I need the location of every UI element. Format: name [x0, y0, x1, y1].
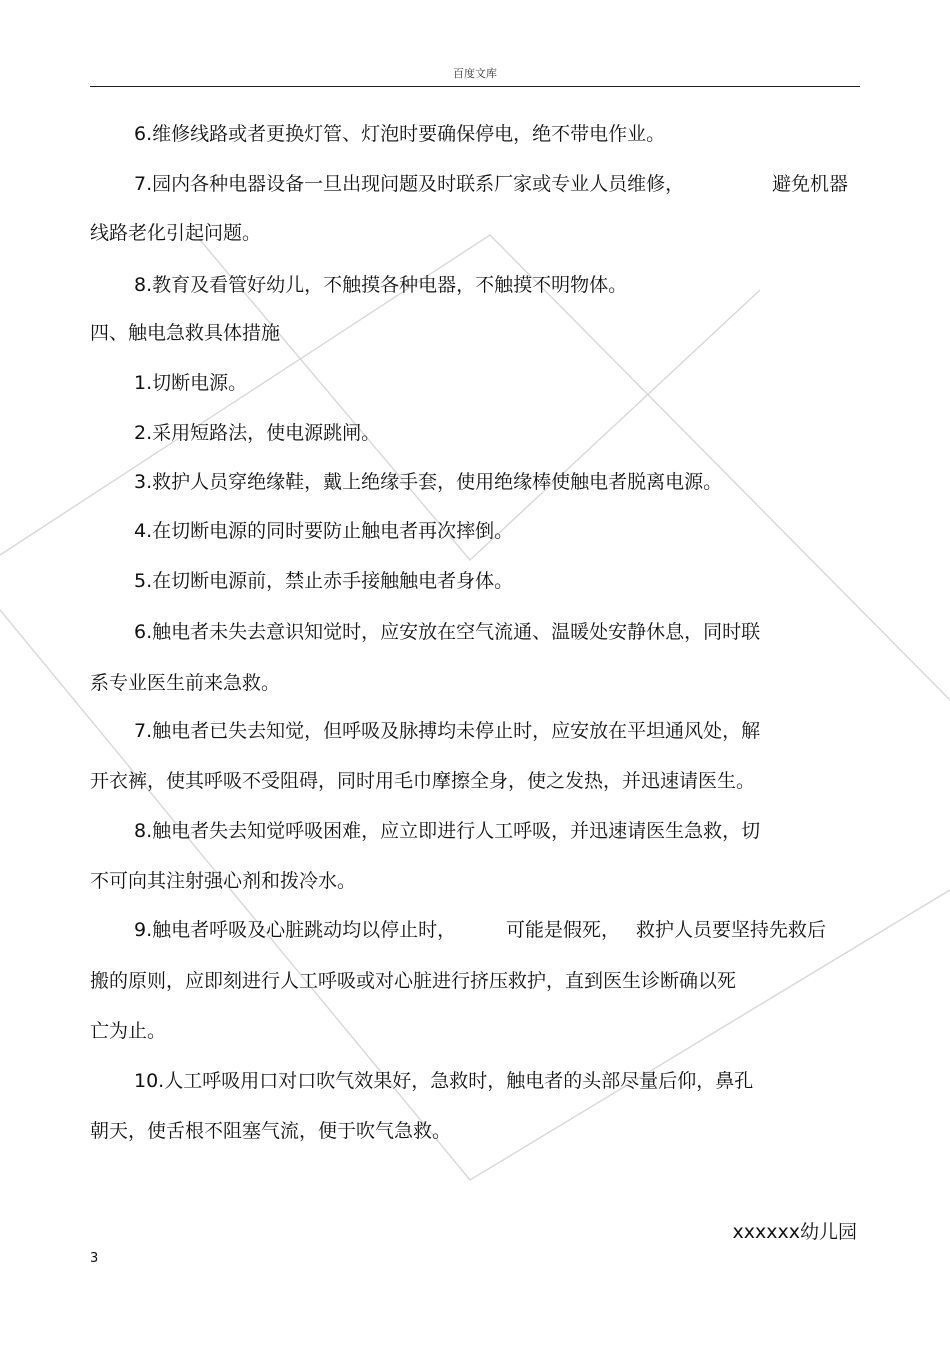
text-line: 4.在切断电源的同时要防止触电者再次摔倒。 — [134, 520, 514, 542]
text-line: 搬的原则，应即刻进行人工呼吸或对心脏进行挤压救护，直到医生诊断确以死 — [90, 970, 737, 992]
signature: xxxxxx幼儿园 — [732, 1221, 857, 1243]
header-title: 百度文库 — [453, 67, 497, 80]
header-divider — [90, 86, 860, 87]
text-line: 系专业医生前来急救。 — [90, 672, 281, 694]
text-line: 1.切断电源。 — [134, 372, 248, 394]
text-line: 救护人员要坚持先救后 — [636, 919, 827, 941]
section-heading: 四、触电急救具体措施 — [90, 322, 281, 344]
text-line: 5.在切断电源前，禁止赤手接触触电者身体。 — [134, 570, 514, 592]
text-line: 亡为止。 — [90, 1020, 167, 1042]
page-number: 3 — [90, 1251, 99, 1266]
text-line: 8.教育及看管好幼儿，不触摸各种电器，不触摸不明物体。 — [134, 274, 628, 296]
text-line: 7.触电者已失去知觉，但呼吸及脉搏均未停止时，应安放在平坦通风处，解 — [134, 720, 761, 742]
text-line: 不可向其注射强心剂和拨冷水。 — [90, 870, 357, 892]
text-line: 10.人工呼吸用口对口吹气效果好，急救时，触电者的头部尽量后仰，鼻孔 — [134, 1070, 754, 1092]
text-line: 7.园内各种电器设备一旦出现问题及时联系厂家或专业人员维修， — [134, 173, 685, 195]
text-line: 避免机器 — [772, 173, 849, 195]
text-line: 朝天，使舌根不阻塞气流，便于吹气急救。 — [90, 1120, 452, 1142]
text-line: 9.触电者呼吸及心脏跳动均以停止时， — [134, 919, 457, 941]
text-line: 8.触电者失去知觉呼吸困难，应立即进行人工呼吸，并迅速请医生急救，切 — [134, 820, 761, 842]
text-line: 线路老化引起问题。 — [90, 222, 262, 244]
text-line: 6.触电者未失去意识知觉时，应安放在空气流通、温暖处安静休息，同时联 — [134, 621, 761, 643]
text-line: 3.救护人员穿绝缘鞋，戴上绝缘手套，使用绝缘棒使触电者脱离电源。 — [134, 471, 723, 493]
text-line: 可能是假死， — [506, 919, 621, 941]
text-line: 6.维修线路或者更换灯管、灯泡时要确保停电，绝不带电作业。 — [134, 123, 666, 145]
text-line: 开衣裤，使其呼吸不受阻碍，同时用毛巾摩擦全身，使之发热，并迅速请医生。 — [90, 770, 756, 792]
text-line: 2.采用短路法，使电源跳闸。 — [134, 422, 381, 444]
